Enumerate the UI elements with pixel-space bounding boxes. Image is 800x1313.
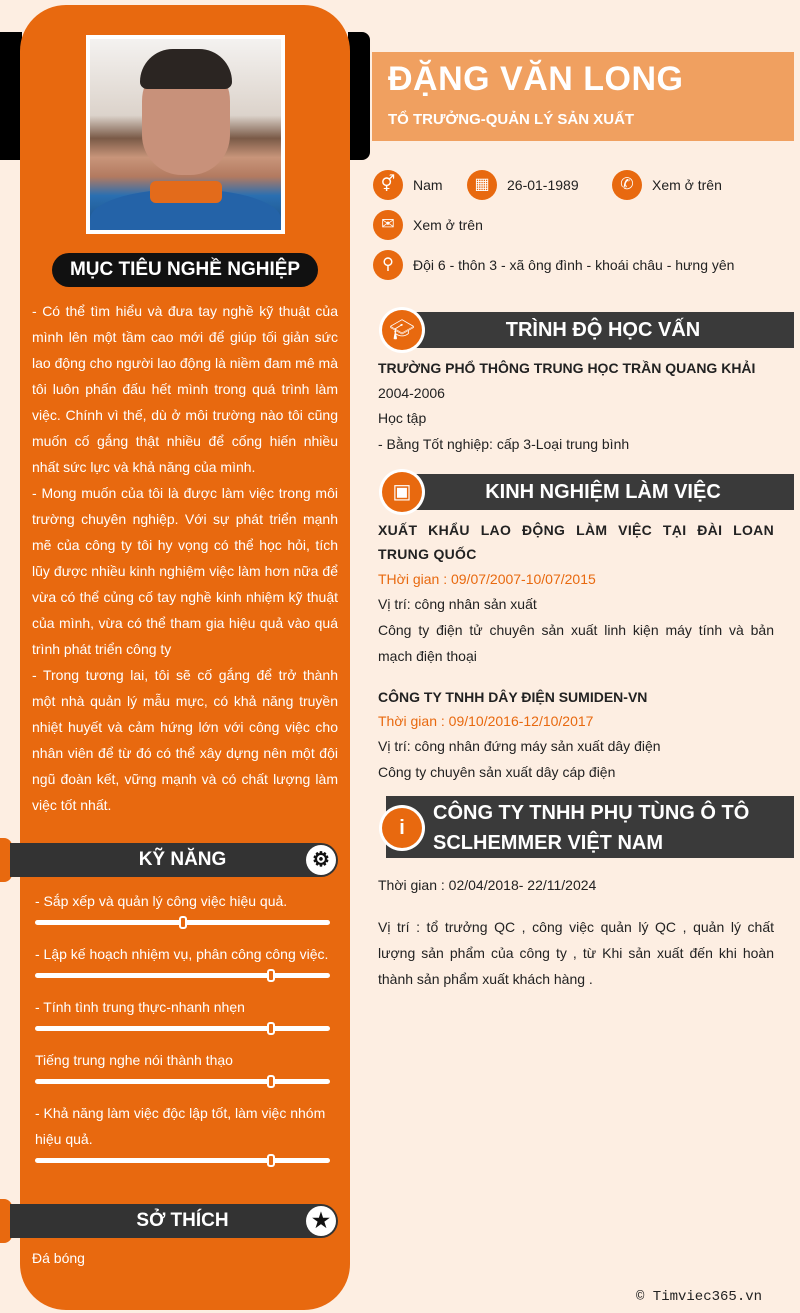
hobbies-header [10,1204,338,1238]
job-position: Vị trí: công nhân sản xuất [378,596,537,612]
contact-email [373,210,483,240]
objective-text [32,298,338,818]
current-job-description: Vị trí : tổ trưởng QC , công việc quản lý QC , quản lý chất lượng sản phẩm của công ty , từ Khi sản xuất đến khi hoàn thành sản phẩm xuất khách hàng . [378,919,774,987]
hobby-text: Đá bóng [32,1250,85,1266]
job-description: Công ty chuyên sản xuất dây cáp điện [378,764,616,780]
school-detail: - Bằng Tốt nghiệp: cấp 3-Loại trung bình [378,436,630,452]
experience-heading: KINH NGHIỆM LÀM VIỆC [412,474,794,510]
gear-icon: ⚙ [306,845,336,875]
school-years: 2004-2006 [378,385,445,401]
experience-badge [379,469,425,515]
skill-label: - Lập kế hoạch nhiệm vụ, phân công công việc. [35,946,329,962]
objective-paragraph: - Mong muốn của tôi là được làm việc trong môi trường chuyên nghiệp. Với sự phát triển mạnh mẽ của công ty tôi hy vọng có thể học hỏi, tích lũy được nhiều kinh nghiệm việc làm hơn nữa để vừa có thể củng cố tay nghề kinh nhiệm kỹ thuật của mình, vừa có thể tham gia hiệu quả vào quá trình phát triển công ty [32,485,338,657]
skill-bar [35,973,330,978]
skill-label: - Khả năng làm việc độc lập tốt, làm việc nhóm hiệu quả. [35,1105,326,1147]
contact-dob [467,170,579,200]
skill-label: - Tính tình trung thực-nhanh nhẹn [35,999,245,1015]
skill-level-knob [267,969,275,982]
profile-photo [86,35,285,234]
job-company: CÔNG TY TNHH DÂY ĐIỆN SUMIDEN-VN [378,689,648,705]
contact-phone [612,170,722,200]
skills-heading: KỸ NĂNG [138,849,227,870]
skills-header [10,843,338,877]
calendar-icon: ▦ [467,170,497,200]
job-company: XUẤT KHẨU LAO ĐỘNG LÀM VIỆC TẠI ĐÀI LOAN TRUNG QUỐC [378,522,774,562]
email-value: Xem ở trên [413,217,483,233]
skill-label: Tiếng trung nghe nói thành thạo [35,1052,233,1068]
gender-value: Nam [413,177,443,193]
contact-address [373,250,734,280]
current-job-heading [386,796,794,858]
skill-bar [35,1158,330,1163]
skill-level-knob [267,1075,275,1088]
person-title: TỔ TRƯỞNG-QUẢN LÝ SẢN XUẤT [388,111,635,128]
skill-bar [35,920,330,925]
job-period: Thời gian : 09/10/2016-12/10/2017 [378,713,594,729]
job-position: Vị trí: công nhân đứng máy sản xuất dây điện [378,738,661,754]
gender-icon: ⚥ [373,170,403,200]
info-icon: i [382,808,422,848]
current-job-heading-line1: CÔNG TY TNHH PHỤ TÙNG Ô TÔ [433,802,750,824]
education-heading: TRÌNH ĐỘ HỌC VẤN [412,312,794,348]
skill-bar [35,1026,330,1031]
objective-paragraph: - Có thể tìm hiểu và đưa tay nghề kỹ thuật của mình lên một tầm cao mới để giúp tối giản sức lao động cho người lao động là niềm đam mê mà tôi luôn phấn đấu hết mình trong quá trình làm việc. Chính vì thế, dù ở môi trường nào tôi cũng muốn cố gắng thật nhiều để cống hiến nhiều nhất sức lực và khả năng của mình. [32,303,338,475]
objective-heading: MỤC TIÊU NGHỀ NGHIỆP [52,253,318,287]
skill-level-knob [267,1154,275,1167]
skill-label: - Sắp xếp và quản lý công việc hiệu quả. [35,893,288,909]
phone-value: Xem ở trên [652,177,722,193]
school-field: Học tập [378,410,427,426]
current-job-heading-line2: SCLHEMMER VIỆT NAM [433,832,663,854]
star-icon: ★ [306,1206,336,1236]
hobbies-heading: SỞ THÍCH [136,1210,229,1231]
phone-icon: ✆ [612,170,642,200]
decor-bar-right [348,32,370,160]
objective-paragraph: - Trong tương lai, tôi sẽ cố gắng để trở thành một nhà quản lý mẫu mực, có khả năng truyền nhiệt huyết và cảm hứng lớn với công việc cho nhân viên để từ đó có thể xây dựng nên một đội ngũ đoàn kết, vững mạnh và có chất lượng làm việc tốt nhất. [32,667,338,813]
skill-bar [35,1079,330,1084]
decor-bar-left [0,32,22,160]
name-header [372,52,794,141]
info-badge [379,805,425,851]
briefcase-icon: ▣ [382,472,422,512]
skill-level-knob [179,916,187,929]
education-badge [379,307,425,353]
current-job-period: Thời gian : 02/04/2018- 22/11/2024 [378,877,597,893]
job-description: Công ty điện tử chuyên sản xuất linh kiện máy tính và bản mạch điện thoại [378,622,774,664]
address-value: Đội 6 - thôn 3 - xã ông đình - khoái châu - hưng yên [413,257,735,273]
school-name: TRƯỜNG PHỔ THÔNG TRUNG HỌC TRẦN QUANG KHẢI [378,360,756,376]
location-icon: ⚲ [373,250,403,280]
dob-value: 26-01-1989 [507,177,579,193]
graduation-cap-icon: 🎓︎ [382,310,422,350]
job-period: THời gian : 09/07/2007-10/07/2015 [378,571,596,587]
person-name: ĐẶNG VĂN LONG [388,60,684,98]
email-icon: ✉ [373,210,403,240]
skill-level-knob [267,1022,275,1035]
contact-gender [373,170,443,200]
footer-watermark: © Timviec365.vn [636,1289,763,1305]
